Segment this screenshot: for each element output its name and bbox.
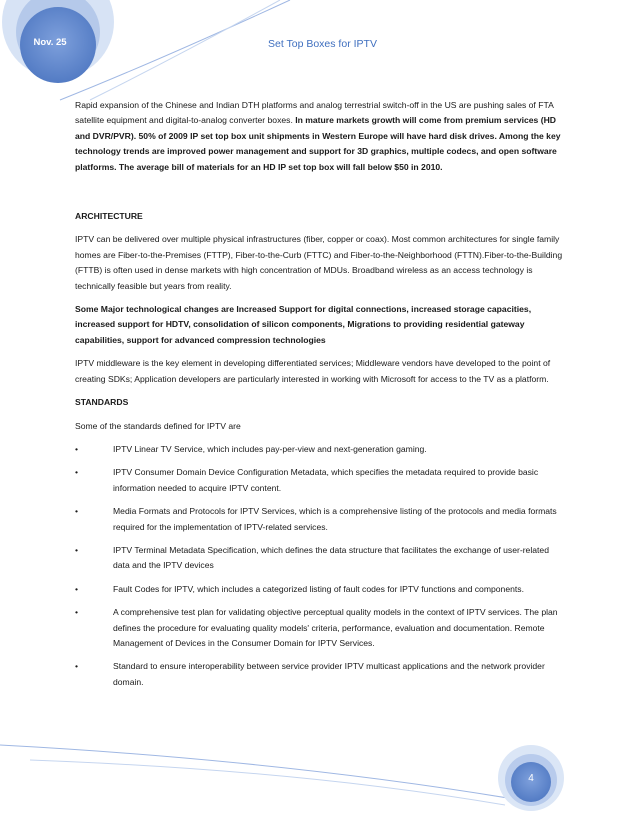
section-spacer [75,183,565,209]
bullet-icon: • [75,544,79,555]
standards-list [75,442,565,690]
list-item [75,504,565,535]
list-item-text: A comprehensive test plan for validating objective perceptual quality models in the context of IPTV services. The plan defines the procedure for evaluating quality models' criteria, performance, evaluation and documentation. Remote Management of Devices in the Consumer Domain for IPTV Services. [113,607,558,648]
list-item [75,605,565,651]
list-item-text: Standard to ensure interoperability between service provider IPTV multicast applications and the network provider domain. [113,661,545,687]
bullet-icon: • [75,661,79,672]
list-item [75,442,565,457]
bullet-icon: • [75,443,79,454]
list-item-text: IPTV Terminal Metadata Specification, which defines the data structure that facilitates the exchange of user-related data and the IPTV devices [113,544,549,571]
document-body [75,98,565,698]
header-swoosh-2 [90,0,280,100]
architecture-paragraph-3: IPTV middleware is the key element in developing differentiated services; Middleware vendors have developed to the point of creating SDKs; Application developers are particularly interested in working with Microsoft for access to the TV as a platform. [75,358,551,384]
footer-swoosh-2 [30,760,505,805]
standards-heading: STANDARDS [75,397,129,408]
header-date: Nov. 25 [33,37,67,48]
list-item-text: Media Formats and Protocols for IPTV Services, which is a comprehensive listing of the protocols and media formats required for the implementation of IPTV-related services. [113,506,557,532]
list-item [75,543,565,574]
list-item-text: IPTV Consumer Domain Device Configuration Metadata, which specifies the metadata required to provide basic information needed to acquire IPTV content. [113,467,539,493]
bullet-icon: • [75,607,79,618]
architecture-bold-text: Some Major technological changes are Increased Support for digital connections, increased storage capacities, increased support for HDTV, consolidation of silicon components, Migrations to providing residential gateway capabilities, support for advanced compression technologies [75,304,532,345]
page-number: 4 [528,773,534,784]
list-item-text: Fault Codes for IPTV, which includes a categorized listing of fault codes for IPTV functions and components. [113,583,524,594]
bullet-icon: • [75,467,79,478]
bullet-icon: • [75,583,79,594]
intro-paragraph [75,98,565,175]
footer-swoosh [0,745,520,800]
list-item [75,582,565,597]
list-item [75,659,565,690]
architecture-paragraph-2 [75,302,565,348]
list-item [75,465,565,496]
intro-bold-text: In mature markets growth will come from premium services (HD and DVR/PVR). 50% of 2009 IP set top box unit shipments in Western Europe will have hard disk drives. Among the key technology trends are improved power management and support for 3D graphics, multiple codecs, and open software platforms. The average bill of materials for an HD IP set top box will fall below $50 in 2010. [75,115,561,172]
architecture-paragraph-1: IPTV can be delivered over multiple physical infrastructures (fiber, copper or coax). Most common architectures for single family homes are Fiber-to-the-Premises (FTTP), Fiber-to-the-Curb (FTTC) and Fiber-to-the-Neighborhood (FTTN).Fiber-to-the-Building (FTTB) is often used in dense markets with high concentration of MDUs. Broadband wireless as an access technology is technically feasible but years from reality. [75,234,563,291]
standards-intro: Some of the standards defined for IPTV are [75,420,241,431]
list-item-text: IPTV Linear TV Service, which includes pay-per-view and next-generation gaming. [113,443,427,454]
architecture-heading: ARCHITECTURE [75,211,143,222]
intro-plain-text: Rapid expansion of the Chinese and Indian DTH platforms and analog terrestrial switch-off in the US are pushing sales of FTA satellite equipment and digital-to-analog converter boxes. [75,100,554,126]
header-title: Set Top Boxes for IPTV [268,38,377,50]
bullet-icon: • [75,506,79,517]
